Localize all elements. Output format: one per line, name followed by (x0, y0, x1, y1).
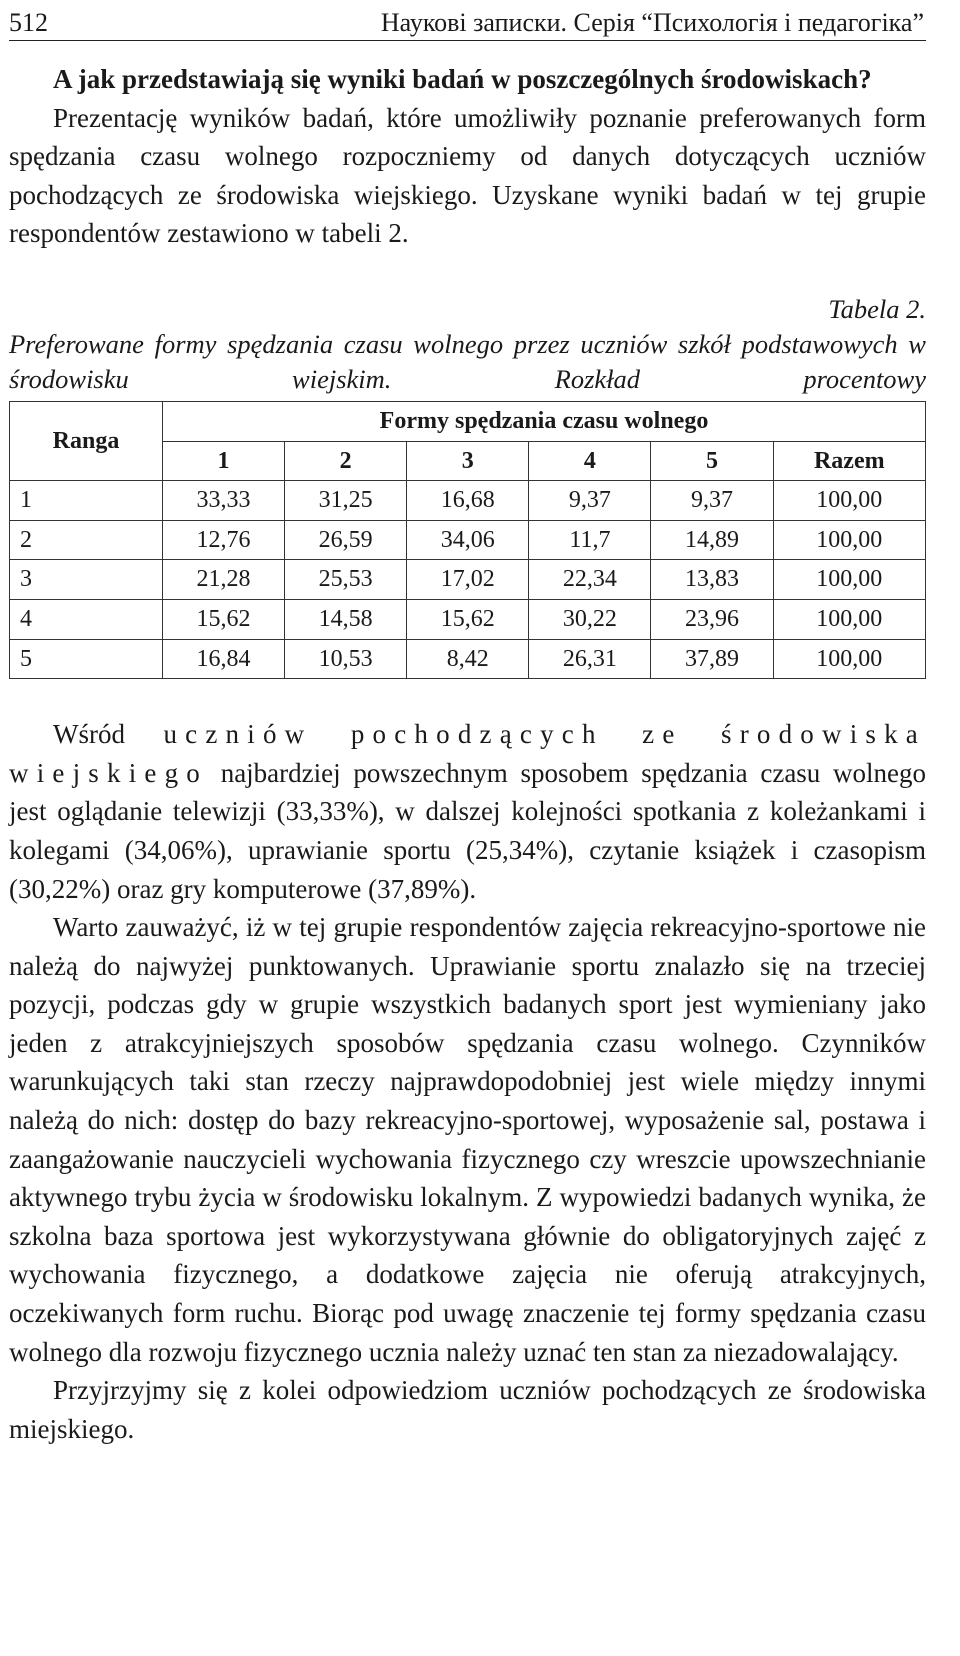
value-cell: 37,89 (651, 639, 773, 679)
page-number: 512 (9, 8, 48, 37)
value-cell: 26,31 (529, 639, 651, 679)
rank-cell: 3 (10, 560, 163, 600)
value-cell: 8,42 (407, 639, 529, 679)
value-cell: 11,7 (529, 520, 651, 560)
value-cell: 13,83 (651, 560, 773, 600)
intro-paragraph: Prezentację wyników badań, które umożliwiły poznanie preferowanych form spędzania czasu wolnego rozpoczniemy od danych dotyczących uczniów pochodzących ze środowiska wiejskiego. Uzyskane wyniki badań w tej grupie respondentów zestawiono w tabeli 2. (9, 102, 926, 249)
value-cell: 100,00 (773, 599, 925, 639)
value-cell: 100,00 (773, 481, 925, 521)
rank-cell: 4 (10, 599, 163, 639)
table-title: Preferowane formy spędzania czasu wolnego przez uczniów szkół podstawowych w środowisku wiejskim. Rozkład procentowy (9, 328, 926, 394)
rank-cell: 5 (10, 639, 163, 679)
value-cell: 15,62 (407, 599, 529, 639)
value-cell: 23,96 (651, 599, 773, 639)
column-header: 1 (163, 441, 285, 481)
table-row (10, 599, 926, 639)
value-cell: 31,25 (285, 481, 407, 521)
journal-title: Наукові записки. Серія “Психологія і педагогіка” (380, 8, 924, 37)
value-cell: 9,37 (651, 481, 773, 521)
paragraph-lead: Wśród (53, 719, 125, 750)
table-row (10, 520, 926, 560)
value-cell: 9,37 (529, 481, 651, 521)
paragraph-transition: Przyjrzyjmy się z kolei odpowiedziom uczniów pochodzących ze środowiska miejskiego. (9, 1375, 926, 1444)
value-cell: 26,59 (285, 520, 407, 560)
column-header: Razem (773, 441, 925, 481)
column-header: 2 (285, 441, 407, 481)
table-label: Tabela 2. (828, 293, 926, 324)
value-cell: 30,22 (529, 599, 651, 639)
value-cell: 34,06 (407, 520, 529, 560)
column-header: 5 (651, 441, 773, 481)
value-cell: 22,34 (529, 560, 651, 600)
column-header: 3 (407, 441, 529, 481)
value-cell: 21,28 (163, 560, 285, 600)
spaced-emphasis: uczniów pochodzących ze środowiska wiejskiego (9, 719, 926, 788)
value-cell: 100,00 (773, 520, 925, 560)
value-cell: 12,76 (163, 520, 285, 560)
column-header: 4 (529, 441, 651, 481)
value-cell: 16,68 (407, 481, 529, 521)
table-row (10, 481, 926, 521)
value-cell: 33,33 (163, 481, 285, 521)
rank-header: Ranga (10, 401, 163, 480)
rank-cell: 2 (10, 520, 163, 560)
table-header-row (10, 401, 926, 441)
results-table (9, 401, 926, 679)
running-header (9, 0, 926, 41)
value-cell: 14,89 (651, 520, 773, 560)
paragraph-rest: najbardziej powszechnym sposobem spędzania czasu wolnego jest oglądanie telewizji (33,33%), w dalszej kolejności spotkania z koleżankami i kolegami (34,06%), uprawianie sportu (25,34%), czytanie książek i czasopism (30,22%) oraz gry komputerowe (37,89%). (9, 757, 926, 904)
body-text (9, 60, 926, 1448)
paragraph-discussion: Warto zauważyć, iż w tej grupie respondentów zajęcia rekreacyjno-sportowe nie należą do najwyżej punktowanych. Uprawianie sportu znalazło się na trzeciej pozycji, podczas gdy w grupie wszystkich badanych sport jest wymieniany jako jeden z atrakcyjniejszych sposobów spędzania czasu wolnego. Czynników warunkujących taki stan rzeczy najprawdopodobniej jest wiele między innymi należą do nich: dostęp do bazy rekreacyjno-sportowej, wyposażenie sal, postawa i zaangażowanie nauczycieli wychowania fizycznego czy wreszcie upowszechnianie aktywnego trybu życia w środowisku lokalnym. Z wypowiedzi badanych wynika, że szkolna baza sportowa jest wykorzystywana głównie do obligatoryjnych zajęć z wychowania fizycznego, a dodatkowe zajęcia nie oferują atrakcyjnych, oczekiwanych form ruchu. Biorąc pod uwagę znaczenie tej formy spędzania czasu wolnego dla rozwoju fizycznego ucznia należy uznać ten stan za niezadowalający. (9, 912, 926, 1367)
value-cell: 16,84 (163, 639, 285, 679)
table-row (10, 560, 926, 600)
value-cell: 100,00 (773, 560, 925, 600)
value-cell: 17,02 (407, 560, 529, 600)
value-cell: 100,00 (773, 639, 925, 679)
value-cell: 25,53 (285, 560, 407, 600)
section-subheading: A jak przedstawiają się wyniki badań w poszczególnych środowiskach? (53, 64, 872, 94)
value-cell: 10,53 (285, 639, 407, 679)
value-cell: 15,62 (163, 599, 285, 639)
group-header: Formy spędzania czasu wolnego (163, 401, 926, 441)
rank-cell: 1 (10, 481, 163, 521)
paragraph-rural-summary (9, 715, 926, 908)
value-cell: 14,58 (285, 599, 407, 639)
table-row (10, 639, 926, 679)
